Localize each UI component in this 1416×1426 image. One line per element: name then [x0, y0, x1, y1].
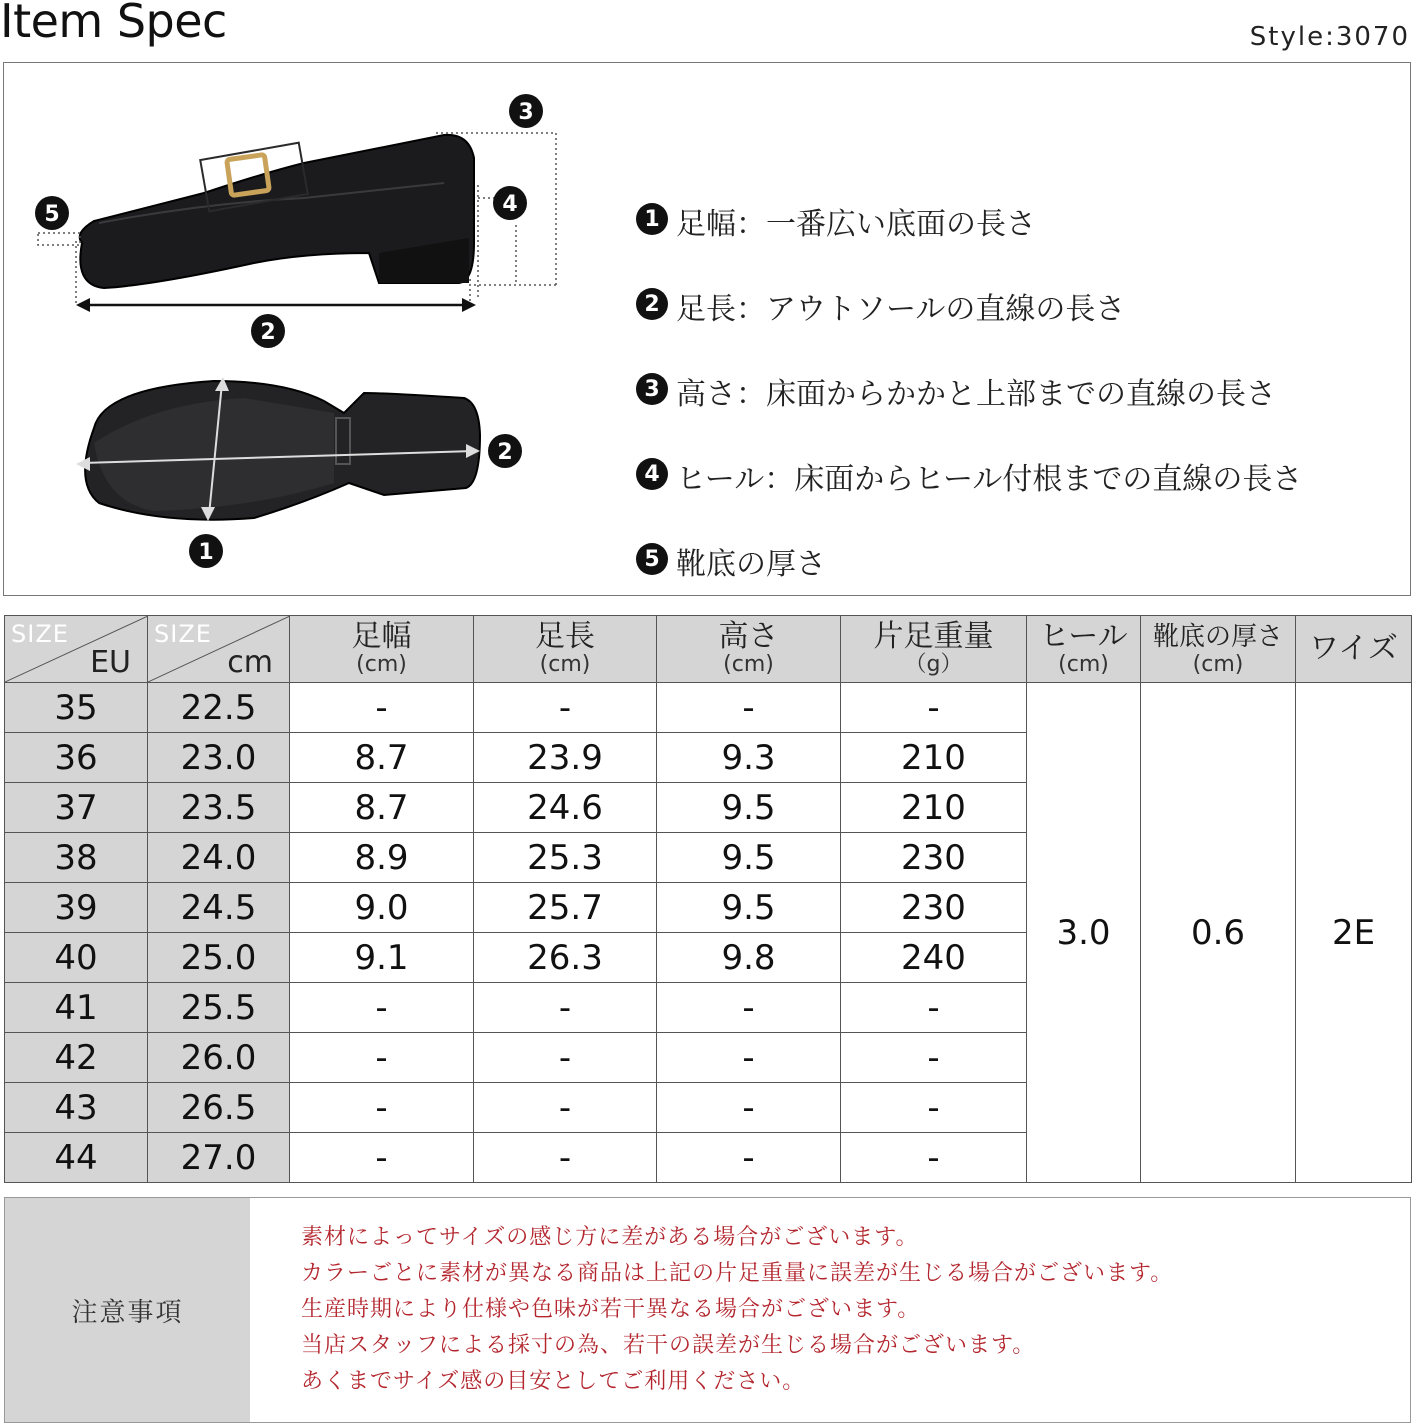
style-code: Style:3070	[1249, 22, 1410, 52]
note-line: 素材によってサイズの感じ方に差がある場合がございます。	[301, 1225, 919, 1250]
marker-3	[509, 94, 543, 128]
length-header: 足長 (cm)	[474, 616, 657, 683]
measurement-legend	[636, 199, 1302, 624]
svg-text:5: 5	[44, 202, 60, 227]
legend-item	[636, 539, 1302, 624]
number-badge: 5	[636, 543, 668, 575]
wise-header: ワイズ	[1296, 616, 1412, 683]
heel-header: ヒール (cm)	[1027, 616, 1141, 683]
shoe-side-view	[38, 133, 556, 312]
table-row: 41 25.5 - - - -	[5, 983, 1412, 1033]
note-line: 当店スタッフによる採寸の為、若干の誤差が生じる場合がございます。	[301, 1333, 1036, 1358]
legend-text: 靴底の厚さ	[676, 547, 826, 582]
table-row: 37 23.5 8.7 24.6 9.5 210	[5, 783, 1412, 833]
weight-header: 片足重量 （g）	[841, 616, 1027, 683]
number-badge: 4	[636, 458, 668, 490]
size-eu-header: SIZE EU	[5, 616, 148, 683]
size-cm-header: SIZE cm	[148, 616, 290, 683]
height-header: 高さ (cm)	[657, 616, 841, 683]
notes-label: 注意事項	[5, 1198, 250, 1422]
legend-item	[636, 284, 1302, 369]
marker-1	[189, 534, 223, 568]
svg-text:2: 2	[260, 320, 276, 345]
legend-text: 足幅：一番広い底面の長さ	[676, 207, 1036, 242]
table-header-row	[5, 616, 1412, 683]
size-table	[4, 615, 1412, 1183]
sole-value: 0.6	[1141, 683, 1296, 1183]
svg-text:3: 3	[518, 100, 534, 125]
shoe-diagram	[4, 63, 624, 593]
table-row: 42 26.0 - - - -	[5, 1033, 1412, 1083]
sole-header: 靴底の厚さ (cm)	[1141, 616, 1296, 683]
legend-item	[636, 199, 1302, 284]
legend-text: 高さ：床面からかかと上部までの直線の長さ	[676, 377, 1276, 412]
shoe-sole-view	[76, 377, 480, 521]
width-header: 足幅 (cm)	[290, 616, 474, 683]
wise-value: 2E	[1296, 683, 1412, 1183]
spec-diagram-panel	[3, 62, 1411, 596]
svg-text:4: 4	[502, 192, 518, 217]
legend-item	[636, 454, 1302, 539]
table-row: 35 22.5 - - - - 3.0 0.6 2E	[5, 683, 1412, 733]
number-badge: 1	[636, 203, 668, 235]
table-row: 44 27.0 - - - -	[5, 1133, 1412, 1183]
svg-text:1: 1	[198, 540, 214, 565]
table-row: 38 24.0 8.9 25.3 9.5 230	[5, 833, 1412, 883]
legend-item	[636, 369, 1302, 454]
notes-panel	[4, 1197, 1411, 1423]
heel-value: 3.0	[1027, 683, 1141, 1183]
legend-text: ヒール：床面からヒール付根までの直線の長さ	[676, 462, 1303, 497]
marker-2-side	[251, 314, 285, 348]
table-row: 39 24.5 9.0 25.7 9.5 230	[5, 883, 1412, 933]
note-line: あくまでサイズ感の目安としてご利用ください。	[301, 1369, 806, 1394]
marker-2-sole	[488, 434, 522, 468]
table-row: 43 26.5 - - - -	[5, 1083, 1412, 1133]
marker-5	[35, 196, 69, 230]
page-title: Item Spec	[0, 0, 227, 48]
note-line: 生産時期により仕様や色味が若干異なる場合がございます。	[301, 1297, 921, 1322]
notes-list	[301, 1220, 1173, 1400]
legend-text: 足長：アウトソールの直線の長さ	[676, 292, 1126, 327]
marker-4	[493, 186, 527, 220]
table-row: 40 25.0 9.1 26.3 9.8 240	[5, 933, 1412, 983]
number-badge: 3	[636, 373, 668, 405]
svg-text:2: 2	[497, 440, 513, 465]
table-row: 36 23.0 8.7 23.9 9.3 210	[5, 733, 1412, 783]
number-badge: 2	[636, 288, 668, 320]
note-line: カラーごとに素材が異なる商品は上記の片足重量に誤差が生じる場合がございます。	[301, 1261, 1174, 1286]
